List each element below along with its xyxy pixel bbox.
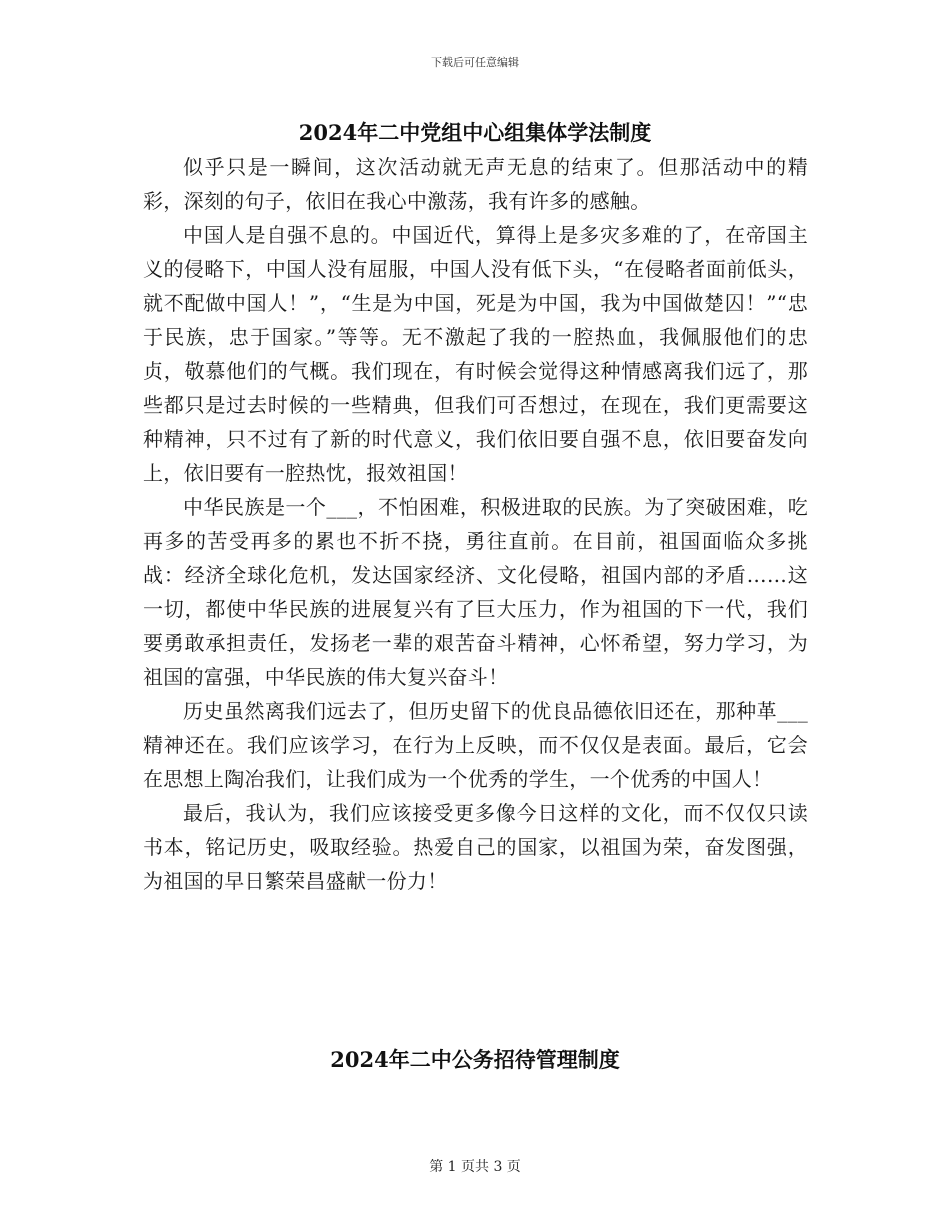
header-note: 下载后可任意编辑: [431, 56, 519, 69]
paragraph-2: 中国人是自强不息的。中国近代，算得上是多灾多难的了，在帝国主义的侵略下，中国人没有屈服，中国人没有低下头，“在侵略者面前低头，就不配做中国人！”，“生是为中国，死是为中国，我为中国做楚囚！”“忠于民族，忠于国家。”等等。无不激起了我的一腔热血，我佩服他们的忠贞，敬慕他们的气概。我们现在，有时候会觉得这种情感离我们远了，那些都只是过去时候的一些精典，但我们可否想过，在现在，我们更需要这种精神，只不过有了新的时代意义，我们依旧要自强不息，依旧要奋发向上，依旧要有一腔热忱，报效祖国！: [143, 223, 808, 485]
paragraph-3: 中华民族是一个___，不怕困难，积极进取的民族。为了突破困难，吃再多的苦受再多的累也不折不挠，勇往直前。在目前，祖国面临众多挑战：经济全球化危机，发达国家经济、文化侵略，祖国内部的矛盾……这一切，都使中华民族的进展复兴有了巨大压力，作为祖国的下一代，我们要勇敢承担责任，发扬老一辈的艰苦奋斗精神，心怀希望，努力学习，为祖国的富强，中华民族的伟大复兴奋斗！: [143, 495, 808, 689]
document-title-2: 2024年二中公务招待管理制度: [330, 1047, 620, 1072]
paragraph-5: 最后，我认为，我们应该接受更多像今日这样的文化，而不仅仅只读书本，铭记历史，吸取经验。热爱自己的国家，以祖国为荣，奋发图强，为祖国的早日繁荣昌盛献一份力！: [143, 801, 808, 893]
paragraph-1: 似乎只是一瞬间，这次活动就无声无息的结束了。但那活动中的精彩，深刻的句子，依旧在我心中激荡，我有许多的感触。: [143, 155, 808, 213]
page-number: 第 1 页共 3 页: [429, 1159, 521, 1175]
document-body: [143, 150, 808, 898]
document-title-1: 2024年二中党组中心组集体学法制度: [298, 120, 652, 145]
paragraph-4: 历史虽然离我们远去了，但历史留下的优良品德依旧还在，那种革___精神还在。我们应该学习，在行为上反映，而不仅仅是表面。最后，它会在思想上陶冶我们，让我们成为一个优秀的学生，一个优秀的中国人！: [143, 699, 808, 791]
